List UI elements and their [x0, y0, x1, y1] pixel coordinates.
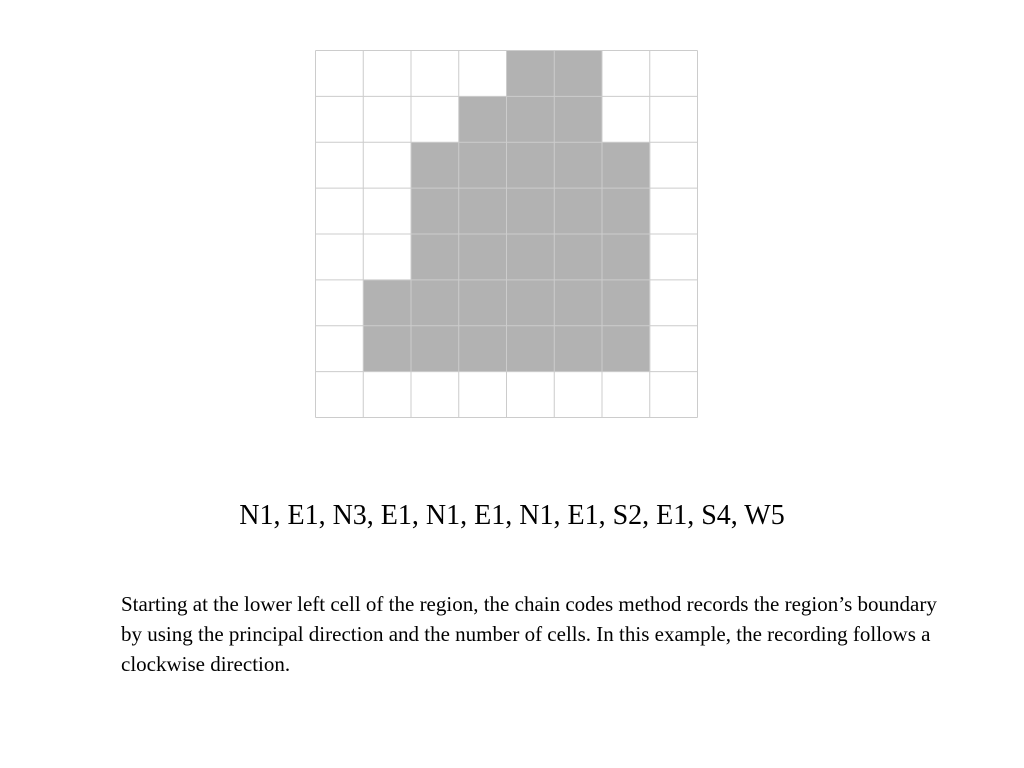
- filled-cell: [507, 96, 555, 142]
- filled-cell: [554, 96, 602, 142]
- filled-cell: [459, 234, 507, 280]
- filled-cell: [411, 234, 459, 280]
- filled-cell: [411, 326, 459, 372]
- filled-cell: [602, 280, 650, 326]
- filled-cell: [411, 280, 459, 326]
- filled-cell: [507, 234, 555, 280]
- filled-cell: [554, 188, 602, 234]
- filled-cell: [554, 280, 602, 326]
- filled-cell: [602, 142, 650, 188]
- filled-cell: [459, 326, 507, 372]
- filled-cell: [459, 142, 507, 188]
- filled-cell: [602, 326, 650, 372]
- filled-cell: [554, 142, 602, 188]
- filled-cell: [363, 280, 411, 326]
- caption-text: Starting at the lower left cell of the region, the chain codes method records the region’s boundary by using the principal direction and the number of cells. In this example, the recording follows a clockwise direction.: [121, 592, 937, 676]
- filled-cell: [507, 142, 555, 188]
- filled-cell: [507, 188, 555, 234]
- filled-cell: [507, 280, 555, 326]
- filled-cell: [411, 142, 459, 188]
- filled-cell: [507, 326, 555, 372]
- filled-cell: [554, 326, 602, 372]
- filled-cell: [411, 188, 459, 234]
- filled-cell: [363, 326, 411, 372]
- filled-cell: [554, 51, 602, 97]
- region-grid: [315, 50, 698, 418]
- filled-cell: [459, 188, 507, 234]
- filled-cell: [602, 234, 650, 280]
- chain-code-sequence: N1, E1, N3, E1, N1, E1, N1, E1, S2, E1, S4, W5: [239, 500, 785, 531]
- filled-cell: [602, 188, 650, 234]
- filled-cell: [554, 234, 602, 280]
- filled-cell: [507, 51, 555, 97]
- filled-cell: [459, 280, 507, 326]
- filled-cell: [459, 96, 507, 142]
